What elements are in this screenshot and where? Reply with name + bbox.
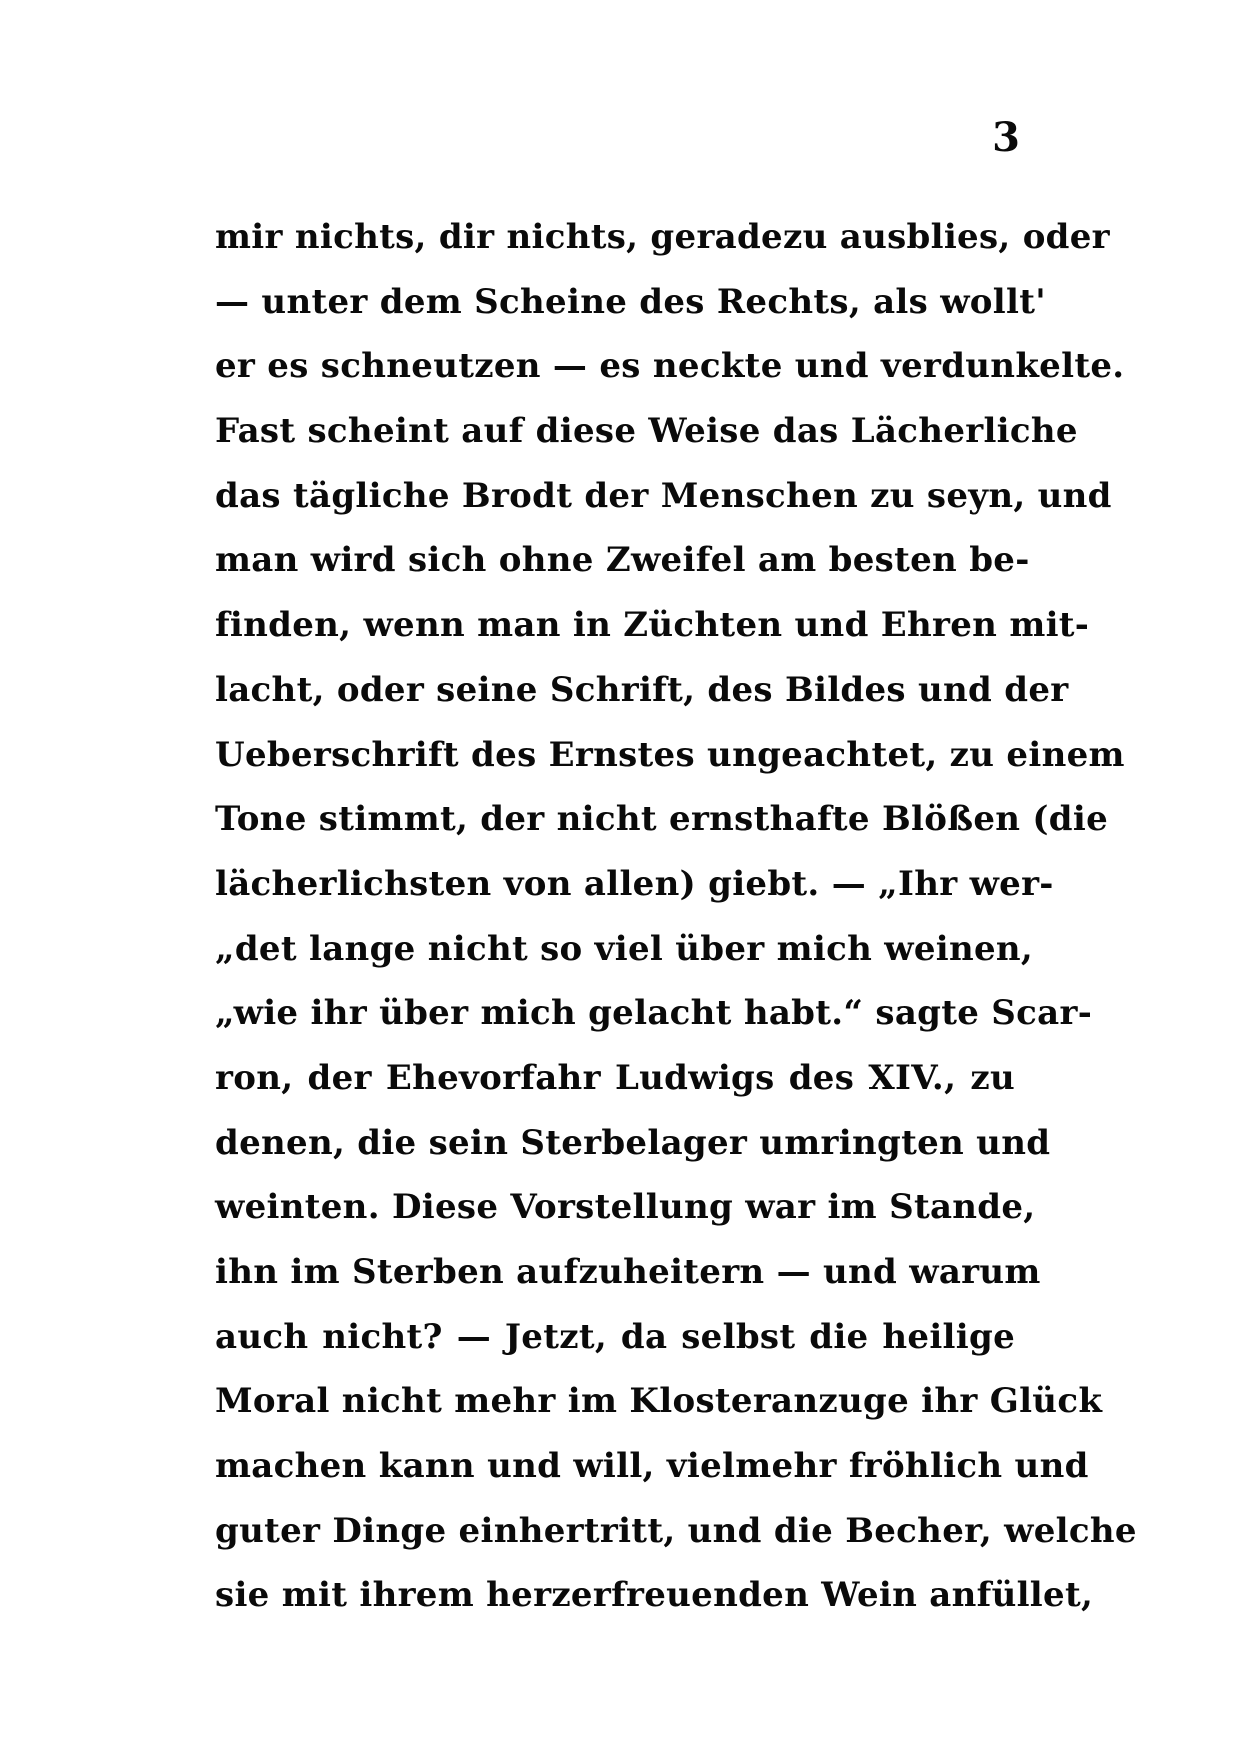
text-line: — unter dem Scheine des Rechts, als wollt': [215, 281, 1046, 322]
text-line: lacht, oder seine Schrift, des Bildes und der: [215, 669, 1069, 710]
text-line: lächerlichsten von allen) giebt. — „Ihr wer-: [215, 863, 1054, 904]
text-line: man wird sich ohne Zweifel am besten be-: [215, 540, 1030, 581]
text-line: „det lange nicht so viel über mich weinen,: [215, 928, 1034, 969]
page-number: 3: [992, 114, 1020, 161]
text-line: auch nicht? — Jetzt, da selbst die heilige: [215, 1316, 1015, 1357]
text-line: denen, die sein Sterbelager umringten und: [215, 1122, 1051, 1163]
text-line: ihn im Sterben aufzuheitern — und warum: [215, 1252, 1041, 1292]
text-line: Moral nicht mehr im Klosteranzuge ihr Glück: [215, 1381, 1103, 1422]
text-line: „wie ihr über mich gelacht habt.“ sagte Scar-: [215, 993, 1093, 1034]
text-line: er es schneutzen — es neckte und verdunkelte.: [215, 346, 1125, 387]
text-line: mir nichts, dir nichts, geradezu ausblies, oder: [215, 217, 1110, 257]
text-line: Ueberschrift des Ernstes ungeachtet, zu einem: [215, 734, 1125, 775]
text-line: finden, wenn man in Züchten und Ehren mit-: [215, 605, 1090, 646]
text-line: ron, der Ehevorfahr Ludwigs des XIV., zu: [215, 1057, 1015, 1098]
text-line: das tägliche Brodt der Menschen zu seyn, und: [215, 475, 1112, 516]
text-line: Tone stimmt, der nicht ernsthafte Blößen (die: [215, 799, 1109, 840]
text-line: sie mit ihrem herzerfreuenden Wein anfüllet,: [215, 1575, 1094, 1616]
text-line: Fast scheint auf diese Weise das Lächerliche: [215, 411, 1078, 452]
text-line: machen kann und will, vielmehr fröhlich und: [215, 1446, 1089, 1487]
text-line: weinten. Diese Vorstellung war im Stande,: [215, 1187, 1036, 1228]
text-line: guter Dinge einhertritt, und die Becher, welche: [215, 1510, 1137, 1551]
body-text: [215, 205, 1137, 1628]
